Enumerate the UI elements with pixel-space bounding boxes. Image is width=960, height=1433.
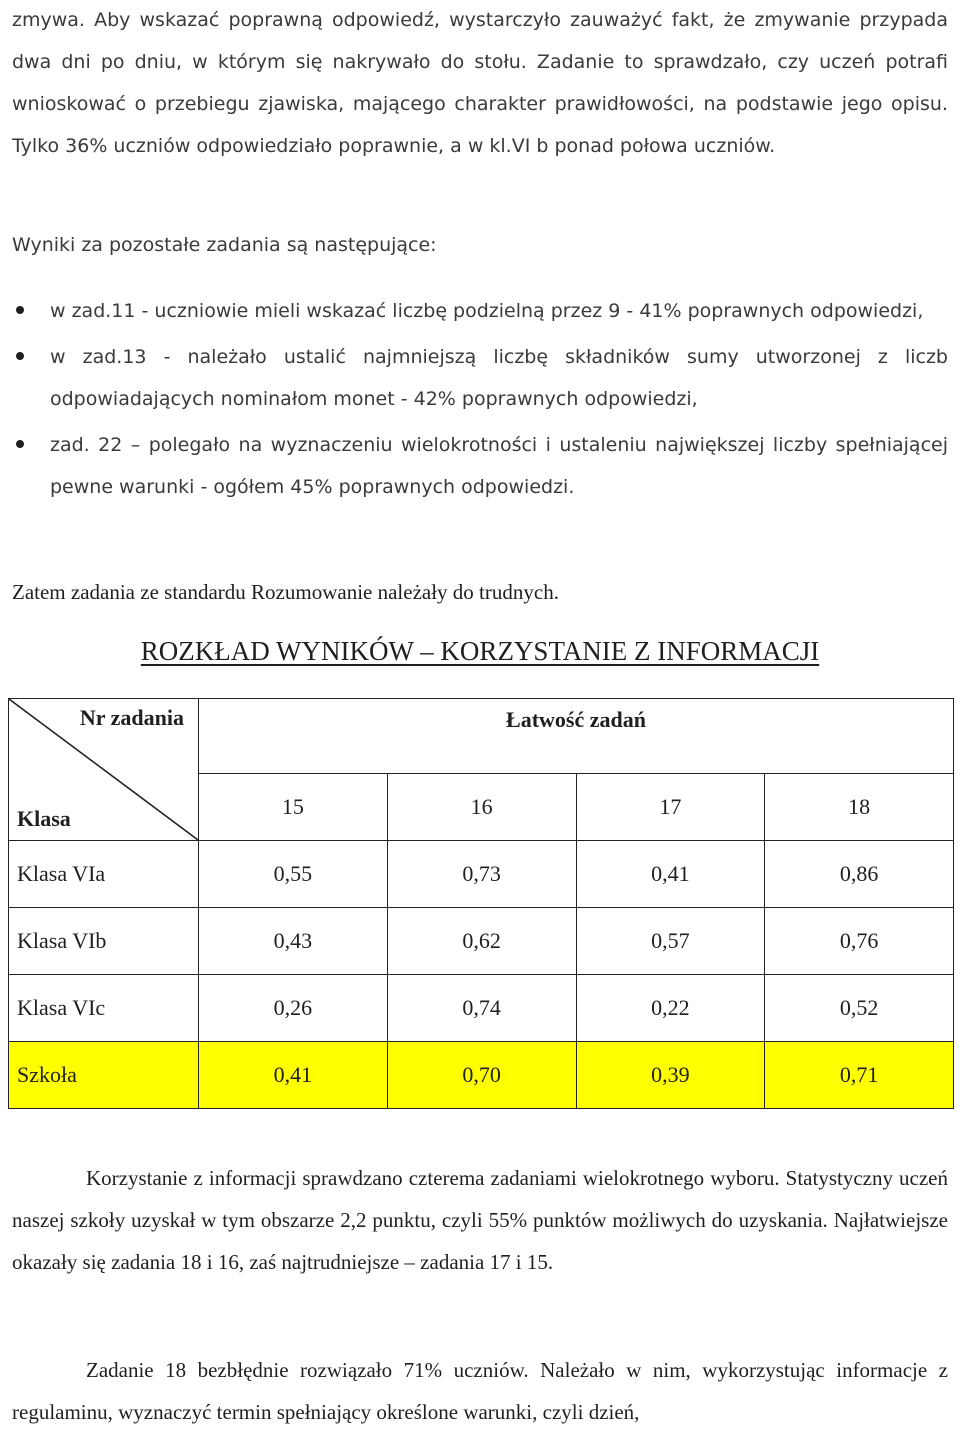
corner-top-label: Nr zadania (79, 705, 184, 730)
table-cell: 0,55 (199, 841, 388, 908)
bullet-icon (16, 352, 24, 360)
list-item (12, 424, 948, 508)
list-item (12, 336, 948, 420)
table-cell: 0,41 (199, 1042, 388, 1109)
row-label: Klasa VIa (9, 841, 199, 908)
table-cell: 0,86 (765, 841, 954, 908)
bullet-icon (16, 306, 24, 314)
task18-paragraph: Zadanie 18 bezbłędnie rozwiązało 71% uczniów. Należało w nim, wykorzystując informacje z regulaminu, wyznaczyć termin spełniający określone warunki, czyli dzień, (12, 1358, 948, 1424)
summary-paragraph: Korzystanie z informacji sprawdzano czterema zadaniami wielokrotnego wyboru. Statystyczny uczeń naszej szkoły uzyskał w tym obszarze 2,2 punktu, czyli 55% punktów możliwych do uzyskania. Najłatwiejsze okazały się zadania 18 i 16, zaś najtrudniejsze – zadania 17 i 15. (12, 1166, 948, 1274)
table-cell: 0,73 (387, 841, 576, 908)
bullet-text: w zad.13 - należało ustalić najmniejszą liczbę składników sumy utworzonej z liczb odpowiadających nominałom monet - 42% poprawnych odpowiedzi, (50, 346, 948, 410)
conclusion-paragraph: Zatem zadania ze standardu Rozumowanie należały do trudnych. (12, 580, 559, 604)
corner-header (9, 699, 199, 841)
table-cell: 0,39 (576, 1042, 765, 1109)
table-row-school (9, 1042, 954, 1109)
table-title: ROZKŁAD WYNIKÓW – KORZYSTANIE Z INFORMACJI (140, 636, 820, 666)
column-header: 18 (765, 774, 954, 841)
table-cell: 0,70 (387, 1042, 576, 1109)
table-row (9, 975, 954, 1042)
bullet-text: zad. 22 – polegało na wyznaczeniu wielokrotności i ustaleniu największej liczby spełniającej pewne warunki - ogółem 45% poprawnych odpowiedzi. (50, 434, 948, 498)
table-cell: 0,26 (199, 975, 388, 1042)
table-cell: 0,76 (765, 908, 954, 975)
column-header: 17 (576, 774, 765, 841)
row-label: Klasa VIb (9, 908, 199, 975)
table-row (9, 841, 954, 908)
intro-paragraph: zmywa. Aby wskazać poprawną odpowiedź, wystarczyło zauważyć fakt, że zmywanie przypada dwa dni po dniu, w którym się nakrywało do stołu. Zadanie to sprawdzało, czy uczeń potrafi wnioskować o przebiegu zjawiska, mającego charakter prawidłowości, na podstawie jego opisu. Tylko 36% uczniów odpowiedziało poprawnie, a w kl.VI b ponad połowa uczniów. (12, 9, 948, 157)
row-label: Klasa VIc (9, 975, 199, 1042)
results-lead: Wyniki za pozostałe zadania są następujące: (12, 234, 437, 256)
bullet-text: w zad.11 - uczniowie mieli wskazać liczbę podzielną przez 9 - 41% poprawnych odpowiedzi, (50, 300, 924, 322)
table-cell: 0,71 (765, 1042, 954, 1109)
column-header: 15 (199, 774, 388, 841)
bullet-icon (16, 440, 24, 448)
table-row (9, 908, 954, 975)
table-cell: 0,74 (387, 975, 576, 1042)
corner-bottom-label: Klasa (17, 806, 71, 831)
list-item (12, 290, 948, 332)
table-cell: 0,52 (765, 975, 954, 1042)
table-cell: 0,22 (576, 975, 765, 1042)
table-cell: 0,43 (199, 908, 388, 975)
row-label: Szkoła (9, 1042, 199, 1109)
results-table (8, 698, 954, 1109)
column-header: 16 (387, 774, 576, 841)
table-cell: 0,41 (576, 841, 765, 908)
table-cell: 0,62 (387, 908, 576, 975)
table-cell: 0,57 (576, 908, 765, 975)
results-list (12, 290, 948, 512)
header-span: Łatwość zadań (199, 699, 954, 774)
